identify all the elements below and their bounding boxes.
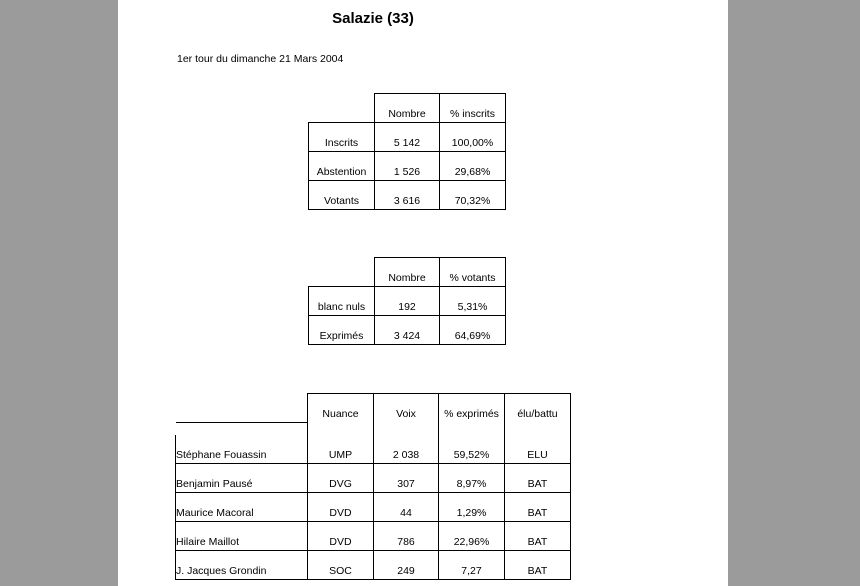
column-header: % exprimés [439, 394, 505, 423]
cell-result: BAT [505, 492, 571, 521]
votes-table [308, 257, 506, 345]
table-row [176, 521, 571, 550]
column-header: % inscrits [440, 94, 506, 123]
cell-voix: 2 038 [374, 435, 439, 464]
candidate-name: Benjamin Pausé [176, 463, 308, 492]
cell-nombre: 5 142 [375, 123, 440, 152]
candidate-name: Stéphane Fouassin [176, 435, 308, 464]
column-header: élu/battu [505, 394, 571, 423]
cell-nombre: 1 526 [375, 152, 440, 181]
cell-pct: 7,27 [439, 550, 505, 579]
column-header: Nombre [375, 94, 440, 123]
row-label: Inscrits [309, 123, 375, 152]
cell-nuance: SOC [308, 550, 374, 579]
candidates-table [175, 393, 571, 580]
table-row [176, 492, 571, 521]
cell-nombre: 3 424 [375, 316, 440, 345]
column-header: % votants [440, 258, 506, 287]
page-subtitle: 1er tour du dimanche 21 Mars 2004 [177, 53, 344, 65]
row-label: blanc nuls [309, 287, 375, 316]
table-row [176, 550, 571, 579]
column-header: Nuance [308, 394, 374, 423]
cell-pct: 1,29% [439, 492, 505, 521]
cell-result: BAT [505, 550, 571, 579]
cell-voix: 44 [374, 492, 439, 521]
cell-voix: 249 [374, 550, 439, 579]
cell-result: ELU [505, 435, 571, 464]
cell-voix: 786 [374, 521, 439, 550]
row-label: Votants [309, 181, 375, 210]
table-row [309, 316, 506, 345]
cell-pct: 29,68% [440, 152, 506, 181]
cell-pct: 22,96% [439, 521, 505, 550]
participation-table [308, 93, 506, 210]
column-header: Nombre [375, 258, 440, 287]
cell-nombre: 3 616 [375, 181, 440, 210]
cell-nuance: DVG [308, 463, 374, 492]
cell-pct: 100,00% [440, 123, 506, 152]
cell-pct: 70,32% [440, 181, 506, 210]
cell-result: BAT [505, 521, 571, 550]
table-header-row [309, 258, 506, 287]
cell-pct: 8,97% [439, 463, 505, 492]
candidate-name: Hilaire Maillot [176, 521, 308, 550]
row-label: Exprimés [309, 316, 375, 345]
cell-voix: 307 [374, 463, 439, 492]
table-row [309, 152, 506, 181]
cell-pct: 5,31% [440, 287, 506, 316]
table-row [309, 287, 506, 316]
table-row [309, 181, 506, 210]
cell-pct: 64,69% [440, 316, 506, 345]
cell-pct: 59,52% [439, 435, 505, 464]
page-title: Salazie (33) [332, 10, 414, 27]
cell-result: BAT [505, 463, 571, 492]
table-row [309, 123, 506, 152]
column-header: Voix [374, 394, 439, 423]
table-header-row [309, 94, 506, 123]
candidate-name: J. Jacques Grondin [176, 550, 308, 579]
table-row [176, 435, 571, 464]
row-label: Abstention [309, 152, 375, 181]
table-row [176, 463, 571, 492]
cell-nuance: DVD [308, 521, 374, 550]
cell-nuance: DVD [308, 492, 374, 521]
cell-nuance: UMP [308, 435, 374, 464]
candidate-name: Maurice Macoral [176, 492, 308, 521]
cell-nombre: 192 [375, 287, 440, 316]
document-page [118, 0, 728, 586]
table-header-row [176, 394, 571, 423]
